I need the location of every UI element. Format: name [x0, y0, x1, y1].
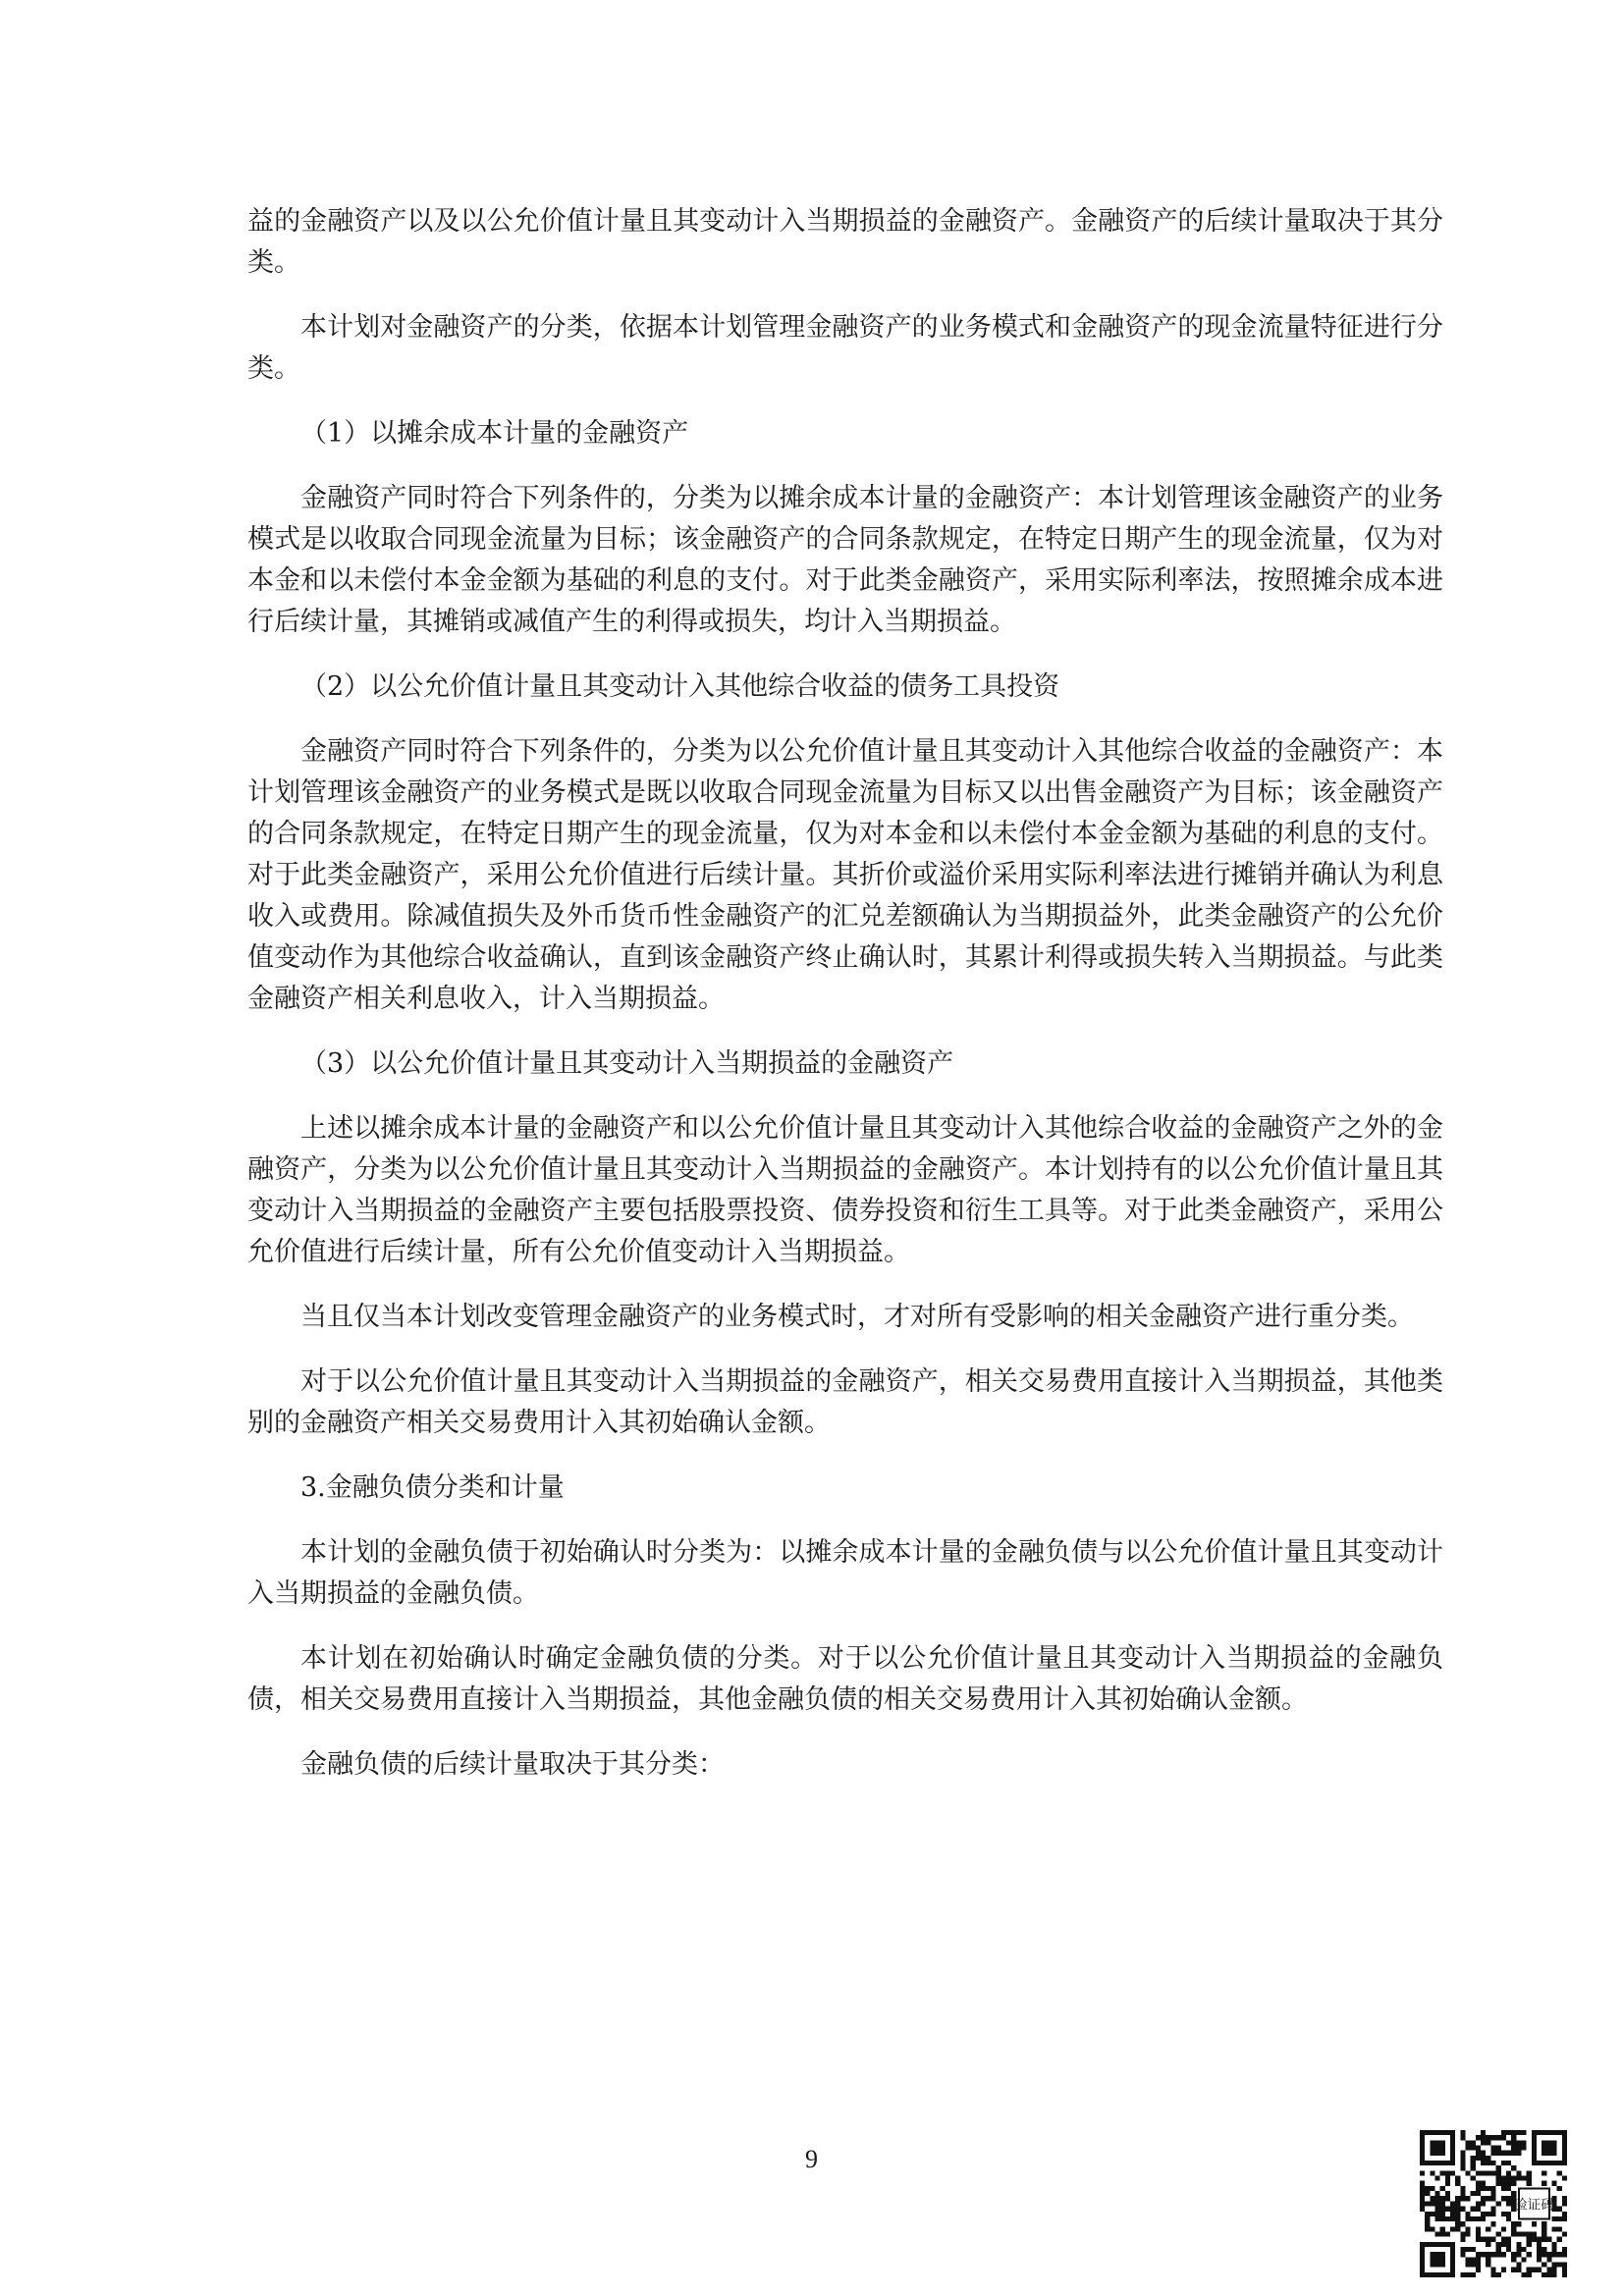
paragraph-1: 益的金融资产以及以公允价值计量且其变动计入当期损益的金融资产。金融资产的后续计量取决于其分类。 [247, 206, 1443, 278]
document-body [247, 201, 1443, 1809]
page-number: 9 [805, 2145, 818, 2173]
section-heading-fvtpl: （3）以公允价值计量且其变动计入当期损益的金融资产 [300, 1048, 954, 1079]
paragraph-liabilities-initial: 本计划在初始确认时确定金融负债的分类。对于以公允价值计量且其变动计入当期损益的金融负债，相关交易费用直接计入当期损益，其他金融负债的相关交易费用计入其初始确认金额。 [247, 1643, 1443, 1715]
paragraph-2: 本计划对金融资产的分类，依据本计划管理金融资产的业务模式和金融资产的现金流量特征进行分类。 [247, 312, 1443, 384]
paragraph-fvtpl: 上述以摊余成本计量的金融资产和以公允价值计量且其变动计入其他综合收益的金融资产之外的金融资产，分类为以公允价值计量且其变动计入当期损益的金融资产。本计划持有的以公允价值计量且其变动计入当期损益的金融资产主要包括股票投资、债券投资和衍生工具等。对于此类金融资产，采用公允价值进行后续计量，所有公允价值变动计入当期损益。 [247, 1113, 1443, 1267]
paragraph-fvoci: 金融资产同时符合下列条件的，分类为以公允价值计量且其变动计入其他综合收益的金融资产：本计划管理该金融资产的业务模式是既以收取合同现金流量为目标又以出售金融资产为目标；该金融资产的合同条款规定，在特定日期产生的现金流量，仅为对本金和以未偿付本金金额为基础的利息的支付。对于此类金融资产，采用公允价值进行后续计量。其折价或溢价采用实际利率法进行摊销并确认为利息收入或费用。除减值损失及外币货币性金融资产的汇兑差额确认为当期损益外，此类金融资产的公允价值变动作为其他综合收益确认，直到该金融资产终止确认时，其累计利得或损失转入当期损益。与此类金融资产相关利息收入，计入当期损益。 [247, 736, 1443, 1014]
paragraph-transaction-costs: 对于以公允价值计量且其变动计入当期损益的金融资产，相关交易费用直接计入当期损益，其他类别的金融资产相关交易费用计入其初始确认金额。 [247, 1366, 1443, 1438]
paragraph-amortized-cost: 金融资产同时符合下列条件的，分类为以摊余成本计量的金融资产：本计划管理该金融资产的业务模式是以收取合同现金流量为目标；该金融资产的合同条款规定，在特定日期产生的现金流量，仅为对本金和以未偿付本金金额为基础的利息的支付。对于此类金融资产，采用实际利率法，按照摊余成本进行后续计量，其摊销或减值产生的利得或损失，均计入当期损益。 [247, 483, 1443, 637]
paragraph-reclassification: 当且仅当本计划改变管理金融资产的业务模式时，才对所有受影响的相关金融资产进行重分类。 [300, 1302, 1414, 1332]
section-heading-fvoci: （2）以公允价值计量且其变动计入其他综合收益的债务工具投资 [300, 671, 1060, 702]
qr-code-icon [1420, 2130, 1567, 2277]
paragraph-liabilities-classification: 本计划的金融负债于初始确认时分类为：以摊余成本计量的金融负债与以公允价值计量且其变动计入当期损益的金融负债。 [247, 1537, 1443, 1609]
section-heading-liabilities: 3.金融负债分类和计量 [300, 1472, 565, 1503]
section-heading-amortized-cost: （1）以摊余成本计量的金融资产 [300, 418, 689, 449]
svg-text:验证码: 验证码 [1514, 2198, 1554, 2214]
paragraph-liabilities-subsequent: 金融负债的后续计量取决于其分类： [300, 1749, 725, 1780]
